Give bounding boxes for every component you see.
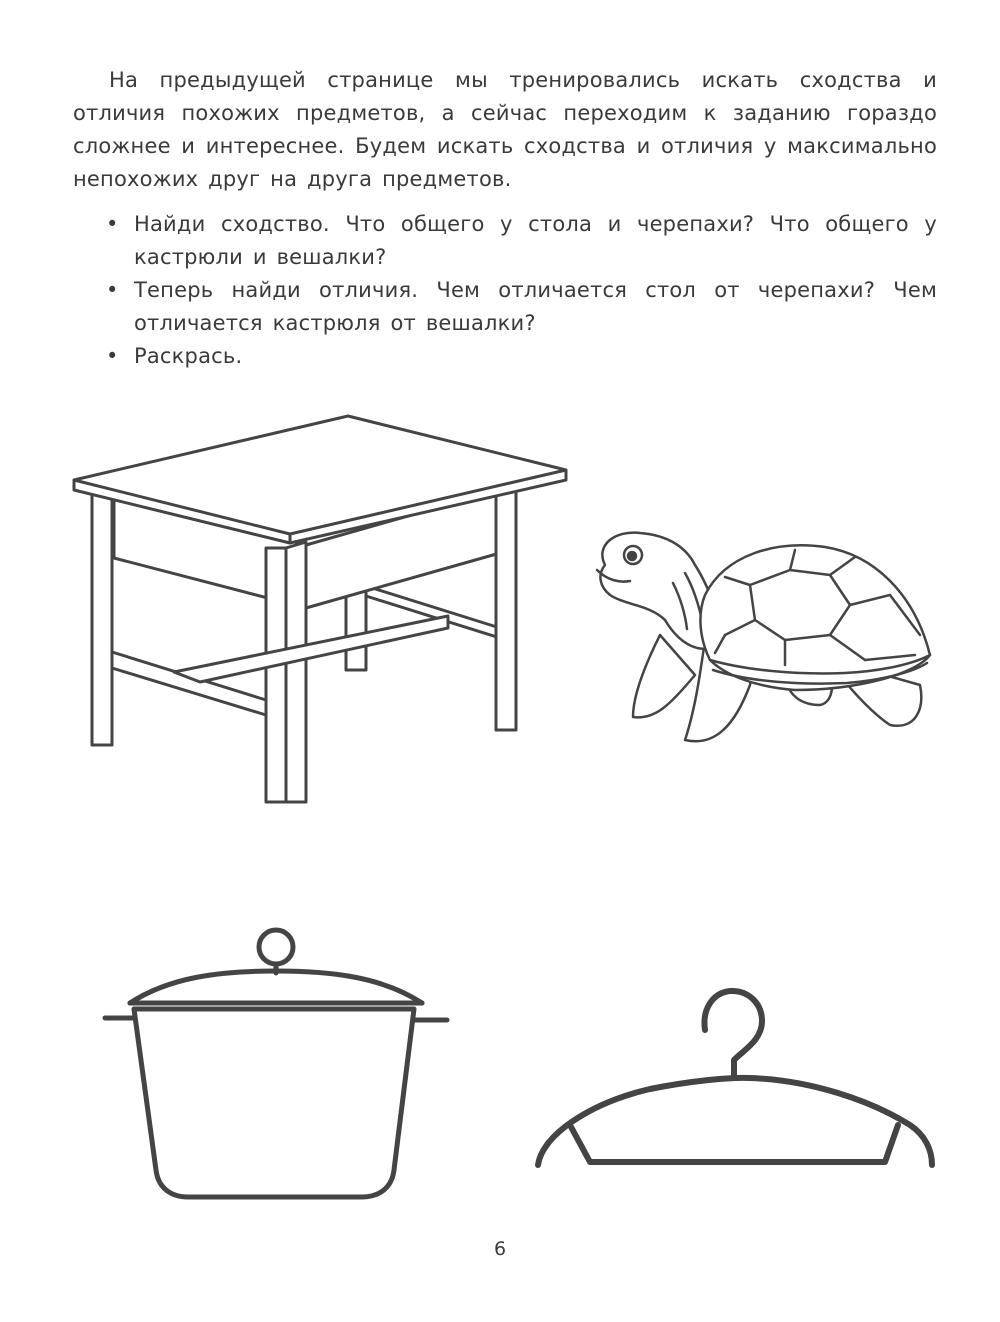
task-item-similarity xyxy=(104,208,937,274)
task-text: Раскрась. xyxy=(134,344,243,368)
page-number: 6 xyxy=(493,1238,507,1260)
task-item-differences xyxy=(104,274,937,340)
turtle-drawing xyxy=(585,525,940,750)
task-text: Теперь найди отличия. Чем отличается стол от черепахи? Чем отличается кастрюля от вешалки? xyxy=(134,278,937,335)
intro-paragraph: На предыдущей странице мы тренировались искать сходства и отличия похожих предметов, а сейчас переходим к заданию гораздо сложнее и интереснее. Будем искать сходства и отличия у максимально непохожих друг на друга предметов. xyxy=(73,68,937,191)
task-list xyxy=(104,208,937,373)
task-text: Найди сходство. Что общего у стола и черепахи? Что общего у кастрюли и вешалки? xyxy=(134,212,937,269)
table-drawing xyxy=(70,410,570,810)
bullet-icon: • xyxy=(106,212,119,236)
hanger-drawing xyxy=(530,985,940,1175)
bullet-icon: • xyxy=(106,344,119,368)
task-item-coloring xyxy=(104,340,937,373)
bullet-icon: • xyxy=(106,278,119,302)
pot-drawing xyxy=(100,925,452,1200)
